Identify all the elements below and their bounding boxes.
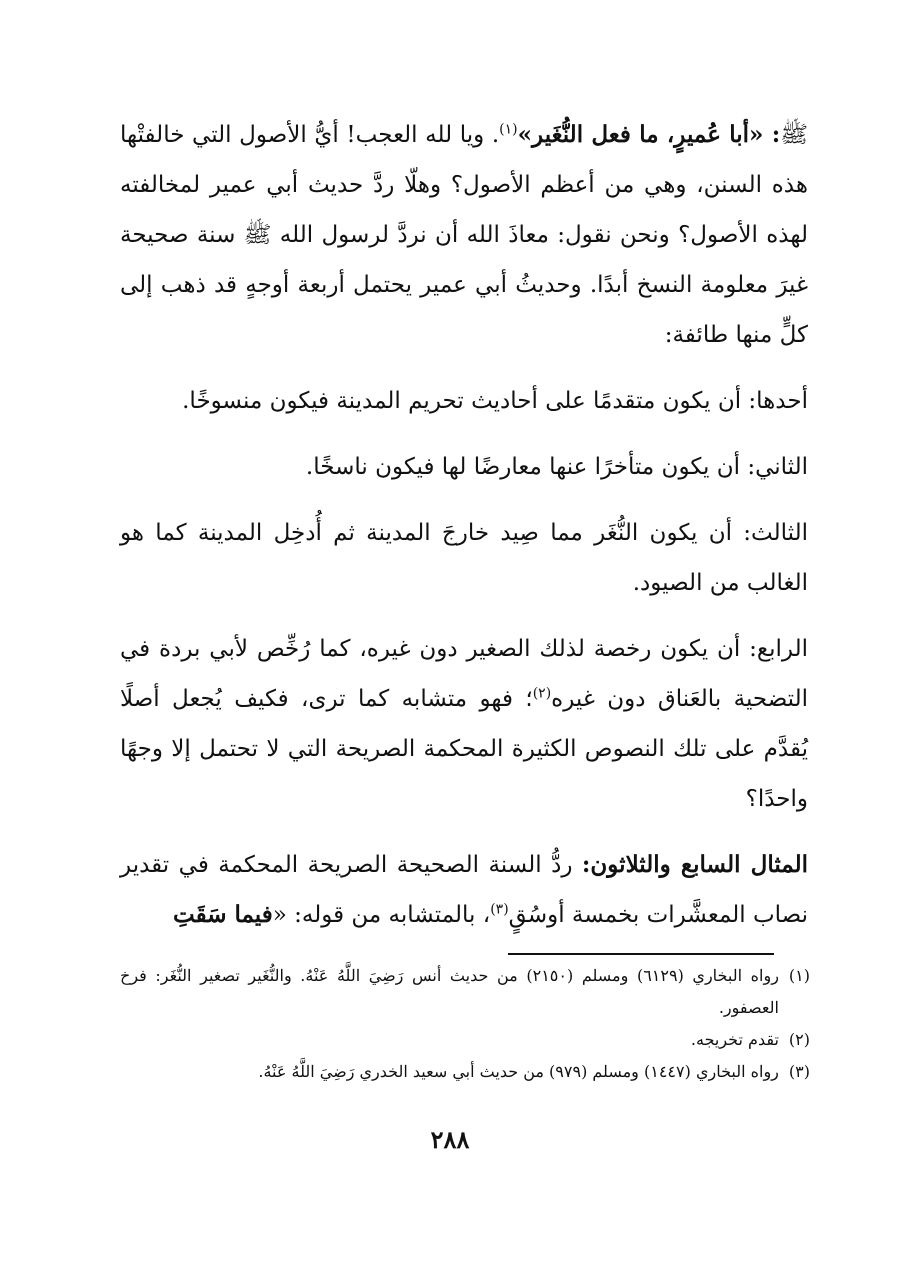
paragraph-example <box>120 840 808 940</box>
paragraph-fourth-text-b: ؛ فهو متشابه كما ترى، فكيف يُجعل أصلًا يُقدَّم على تلك النصوص الكثيرة المحكمة الصريحة التي لا تحتمل إلا وجهًا واحدًا؟ <box>120 686 808 812</box>
page-number: ٢٨٨ <box>430 1125 470 1154</box>
footnote-text: رواه البخاري (١٤٤٧) ومسلم (٩٧٩) من حديث أبي سعيد الخدري رَضِيَ اللَّهُ عَنْهُ. <box>258 1062 779 1081</box>
main-text <box>120 110 808 956</box>
paragraph-fourth-text-a: الرابع: أن يكون رخصة لذلك الصغير دون غيره، كما رُخِّص لأبي بردة في التضحية بالعَناق دون غيره <box>120 636 809 712</box>
example-text-b: ، بالمتشابه من قوله: « <box>272 902 491 928</box>
footnote-ref-2: (٢) <box>532 685 552 702</box>
footnote-ref-1: (١) <box>499 121 518 138</box>
footnote-number: (١) <box>788 966 810 985</box>
example-heading: المثال السابع والثلاثون: <box>581 851 808 878</box>
example-quote: فيما سَقَتِ <box>173 901 273 928</box>
footnote-divider <box>508 953 774 955</box>
footnote-text: تقدم تخريجه. <box>690 1030 779 1049</box>
footnote-number: (٢) <box>788 1030 810 1049</box>
footnote-1 <box>120 960 810 1024</box>
paragraph-1 <box>120 110 808 360</box>
quote-close: » <box>517 121 533 148</box>
footnote-ref-3: (٣) <box>490 901 509 918</box>
footnote-2 <box>120 1024 810 1056</box>
footnote-text: رواه البخاري (٦١٢٩) ومسلم (٢١٥٠) من حديث أنس رَضِيَ اللَّهُ عَنْهُ. والنُّغَير تصغير النُّغَر: فرخ العصفور. <box>120 966 779 1017</box>
paragraph-1-text: . ويا لله العجب! أيُّ الأصول التي خالفتْها هذه السنن، وهي من أعظم الأصول؟ وهلّا ردَّ حديث أبي عمير لمخالفته لهذه الأصول؟ ونحن نقول: معاذَ الله أن نردَّ لرسول الله ﷺ سنة صحيحة غيرَ معلومة النسخ أبدًا. وحديثُ أبي عمير يحتمل أربعة أوجهٍ قد ذهب إلى كلٍّ منها طائفة: <box>120 122 808 348</box>
footnote-number: (٣) <box>788 1062 810 1081</box>
hadith-quote: أبا عُميرٍ، ما فعل النُّغَير <box>532 121 750 148</box>
footnote-3 <box>120 1056 810 1088</box>
paragraph-third: الثالث: أن يكون النُّغَر مما صِيد خارجَ المدينة ثم أُدخِل المدينة كما هو الغالب من الصيود. <box>120 520 808 596</box>
paragraph-first: أحدها: أن يكون متقدمًا على أحاديث تحريم المدينة فيكون منسوخًا. <box>182 388 808 414</box>
paragraph-fourth <box>120 624 808 824</box>
honorific: ﷺ <box>780 122 809 148</box>
footnotes <box>120 960 810 1088</box>
paragraph-second: الثاني: أن يكون متأخرًا عنها معارضًا لها فيكون ناسخًا. <box>305 454 808 480</box>
example-text-a: ردُّ السنة الصحيحة الصريحة المحكمة في تقدير نصاب المعشَّرات بخمسة أوسُقٍ <box>120 852 808 928</box>
quote-open: : « <box>749 121 781 148</box>
